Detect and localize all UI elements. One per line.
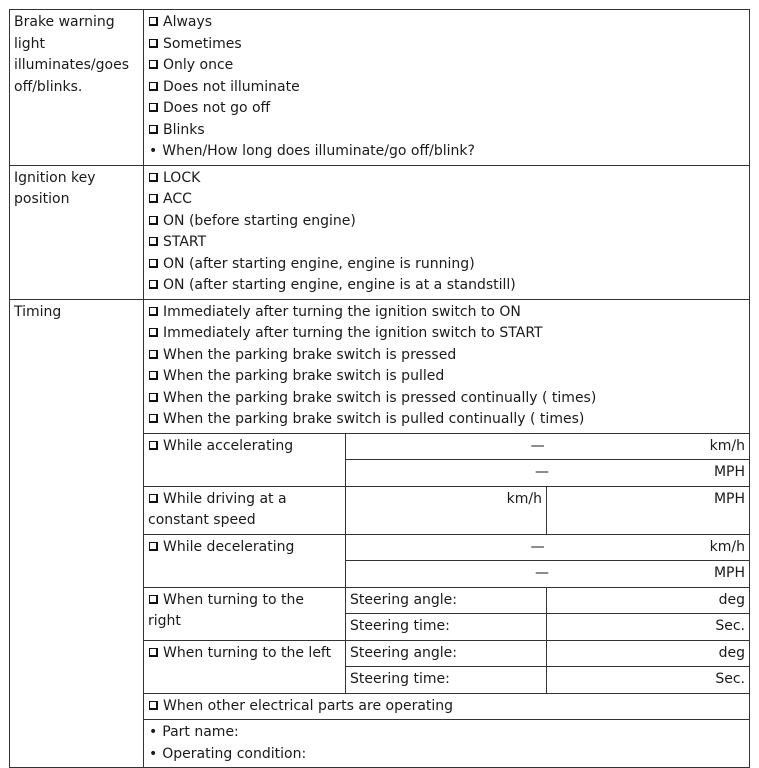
dash-separator: —: [534, 464, 549, 480]
turn-right-time-label: Steering time:: [346, 614, 547, 641]
checkbox-icon[interactable]: [149, 648, 158, 657]
unit-label: km/h: [709, 437, 745, 454]
checkbox-icon[interactable]: [149, 60, 158, 69]
checkbox-icon[interactable]: [149, 39, 158, 48]
checkbox-option[interactable]: Does not illuminate: [148, 77, 745, 99]
checkbox-icon[interactable]: [149, 237, 158, 246]
checkbox-icon[interactable]: [149, 701, 158, 710]
brake-row: [10, 10, 750, 166]
checkbox-icon[interactable]: [149, 414, 158, 423]
turn-left-time-field[interactable]: Sec.: [547, 667, 750, 694]
checkbox-option[interactable]: Sometimes: [148, 34, 745, 56]
bullet-note: • When/How long does illuminate/go off/blink?: [148, 141, 745, 163]
accelerating-mph-field[interactable]: [346, 460, 750, 487]
constant-mph-field[interactable]: MPH: [547, 486, 750, 534]
checkbox-option[interactable]: Only once: [148, 55, 745, 77]
checkbox-option[interactable]: Does not go off: [148, 98, 745, 120]
checkbox-icon[interactable]: [149, 194, 158, 203]
checkbox-icon[interactable]: [149, 125, 158, 134]
bullet-icon: •: [149, 724, 158, 740]
accelerating-kmh-field[interactable]: [346, 433, 750, 460]
unit-label: MPH: [713, 565, 745, 581]
ignition-row: [10, 165, 750, 299]
timing-row: [10, 299, 750, 433]
part-name-field[interactable]: • Part name:: [148, 722, 745, 744]
dash-separator: —: [530, 437, 545, 454]
checkbox-icon[interactable]: [149, 595, 158, 604]
electrical-details: [144, 720, 750, 768]
checkbox-icon[interactable]: [149, 103, 158, 112]
checkbox-icon[interactable]: [149, 17, 158, 26]
checkbox-icon[interactable]: [149, 82, 158, 91]
checkbox-icon[interactable]: [149, 350, 158, 359]
checkbox-icon[interactable]: [149, 441, 158, 450]
checkbox-option[interactable]: ON (after starting engine, engine is at a standstill): [148, 275, 745, 297]
dash-separator: —: [534, 565, 549, 581]
ignition-options: [144, 165, 750, 299]
bullet-icon: •: [149, 745, 158, 762]
checkbox-option[interactable]: When the parking brake switch is pressed: [148, 345, 745, 367]
turn-right-option[interactable]: When turning to the right: [144, 587, 346, 640]
turn-right-angle-label: Steering angle:: [346, 587, 547, 614]
checkbox-icon[interactable]: [149, 328, 158, 337]
checkbox-icon[interactable]: [149, 307, 158, 316]
checkbox-icon[interactable]: [149, 216, 158, 225]
ignition-label: Ignition key position: [10, 165, 144, 299]
decelerating-mph-field[interactable]: [346, 561, 750, 588]
checkbox-icon[interactable]: [149, 173, 158, 182]
turn-left-time-label: Steering time:: [346, 667, 547, 694]
checkbox-option[interactable]: Always: [148, 12, 745, 34]
checkbox-option[interactable]: Immediately after turning the ignition switch to ON: [148, 302, 745, 324]
checkbox-option[interactable]: ON (before starting engine): [148, 211, 745, 233]
operating-condition-field[interactable]: • Operating condition:: [148, 744, 745, 766]
constant-speed-option[interactable]: While driving at a constant speed: [144, 486, 346, 534]
checkbox-icon[interactable]: [149, 542, 158, 551]
turn-right-time-field[interactable]: Sec.: [547, 614, 750, 641]
checkbox-option[interactable]: ACC: [148, 189, 745, 211]
constant-kmh-field[interactable]: km/h: [346, 486, 547, 534]
checkbox-icon[interactable]: [149, 494, 158, 503]
checkbox-option[interactable]: START: [148, 232, 745, 254]
checkbox-option[interactable]: Immediately after turning the ignition switch to START: [148, 323, 745, 345]
checkbox-option[interactable]: When the parking brake switch is pulled: [148, 366, 745, 388]
turn-left-angle-label: Steering angle:: [346, 640, 547, 667]
checkbox-option[interactable]: Blinks: [148, 120, 745, 142]
checkbox-icon[interactable]: [149, 371, 158, 380]
timing-label: Timing: [10, 299, 144, 768]
checkbox-option[interactable]: ON (after starting engine, engine is running): [148, 254, 745, 276]
electrical-option[interactable]: When other electrical parts are operating: [144, 693, 750, 720]
checkbox-icon[interactable]: [149, 259, 158, 268]
turn-left-angle-field[interactable]: deg: [547, 640, 750, 667]
accelerating-option[interactable]: While accelerating: [144, 433, 346, 486]
checkbox-option[interactable]: LOCK: [148, 168, 745, 190]
turn-right-angle-field[interactable]: deg: [547, 587, 750, 614]
unit-label: km/h: [709, 538, 745, 555]
dash-separator: —: [530, 538, 545, 555]
diagnosis-worksheet-table: [9, 9, 750, 768]
checkbox-icon[interactable]: [149, 393, 158, 402]
checkbox-icon[interactable]: [149, 280, 158, 289]
unit-label: MPH: [713, 464, 745, 480]
decelerating-kmh-field[interactable]: [346, 534, 750, 561]
checkbox-option[interactable]: When the parking brake switch is pulled continually ( times): [148, 409, 745, 431]
turn-left-option[interactable]: When turning to the left: [144, 640, 346, 693]
checkbox-option[interactable]: When the parking brake switch is pressed continually ( times): [148, 388, 745, 410]
decelerating-option[interactable]: While decelerating: [144, 534, 346, 587]
bullet-icon: •: [149, 143, 158, 159]
timing-options: [144, 299, 750, 433]
brake-label: Brake warning light illuminates/goes off/blinks.: [10, 10, 144, 166]
brake-options: [144, 10, 750, 166]
